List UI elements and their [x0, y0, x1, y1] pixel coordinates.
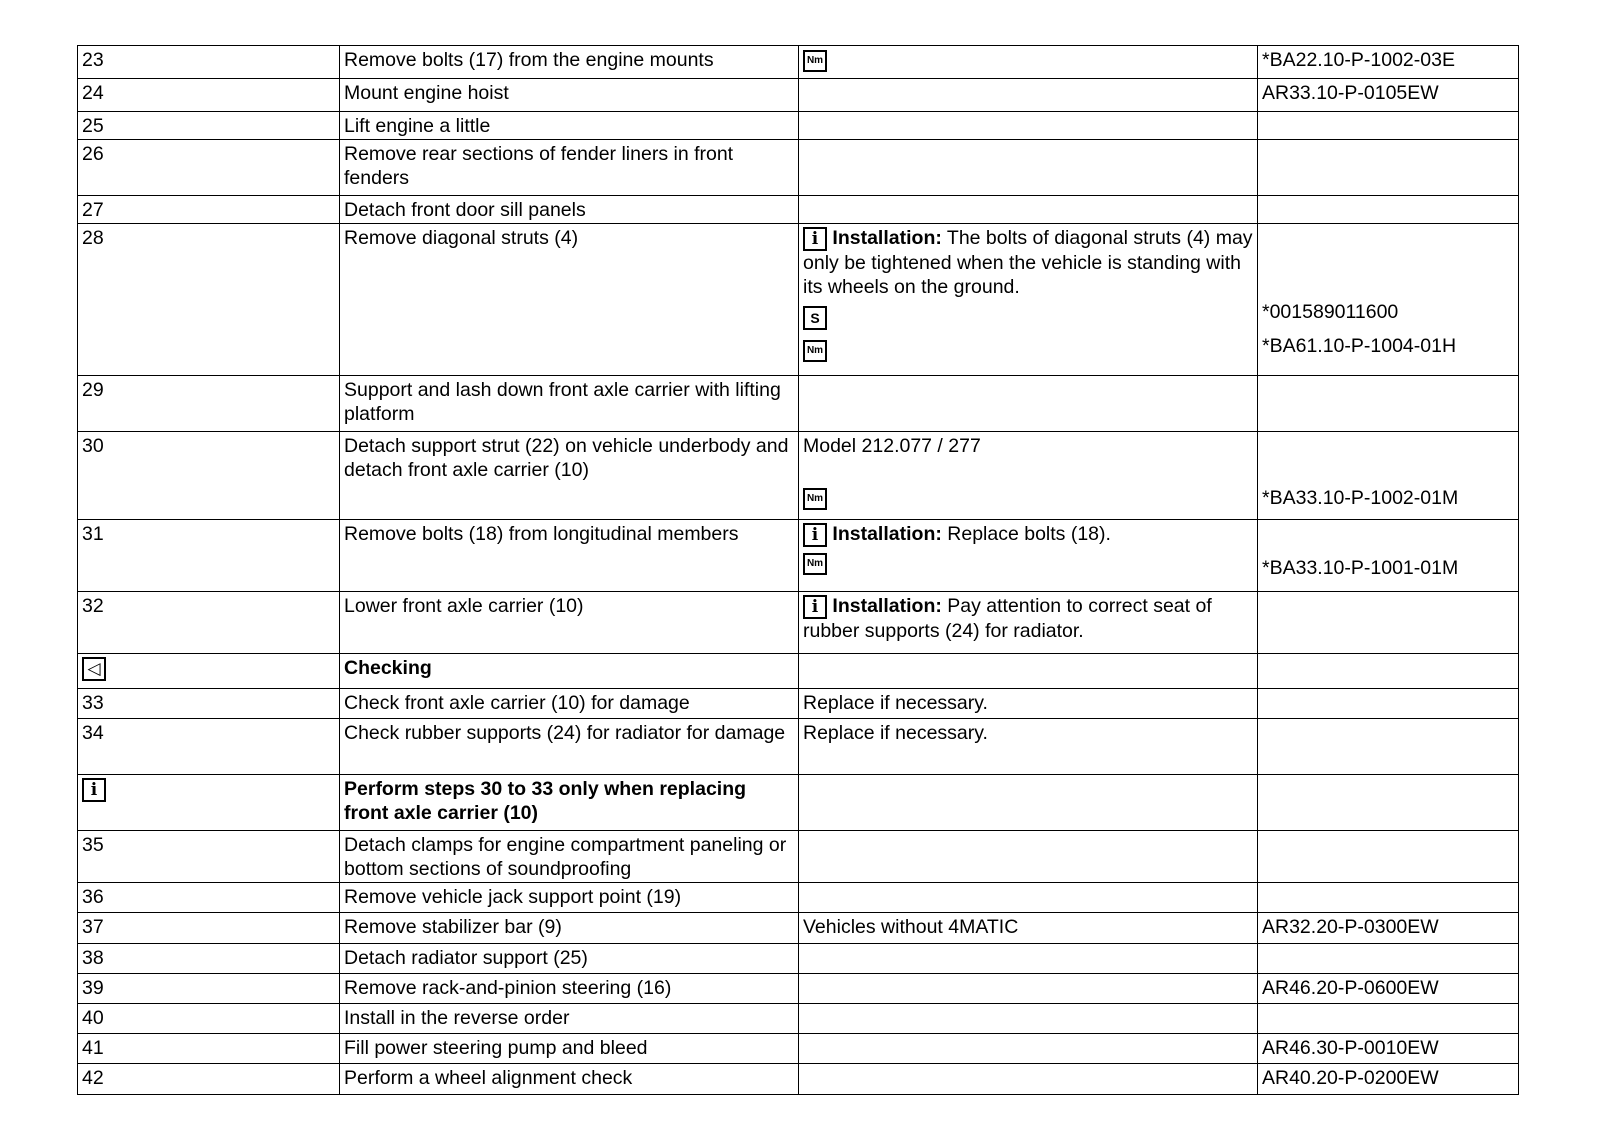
table-row [78, 140, 1519, 196]
table-row [78, 79, 1519, 112]
step-action: Detach clamps for engine compartment paneling or bottom sections of soundproofing [340, 831, 799, 883]
step-note: Replace if necessary. [799, 719, 1258, 775]
step-note [799, 775, 1258, 831]
step-note [799, 944, 1258, 974]
step-ref [1258, 140, 1519, 196]
torque-icon: Nm [803, 488, 827, 510]
step-action: Remove rack-and-pinion steering (16) [340, 974, 799, 1004]
step-note [799, 592, 1258, 654]
table-row [78, 432, 1519, 520]
step-number: 27 [78, 196, 340, 224]
torque-icon: Nm [803, 340, 827, 362]
step-ref [1258, 689, 1519, 719]
step-number: 35 [78, 831, 340, 883]
step-number: 34 [78, 719, 340, 775]
step-action: Detach radiator support (25) [340, 944, 799, 974]
step-number: 40 [78, 1004, 340, 1034]
step-action: Fill power steering pump and bleed [340, 1034, 799, 1064]
step-note [799, 140, 1258, 196]
table-row [78, 376, 1519, 432]
step-ref-link[interactable]: *BA22.10-P-1002-03E [1258, 46, 1519, 79]
table-row [78, 719, 1519, 775]
step-number: 31 [78, 520, 340, 592]
step-note [799, 520, 1258, 592]
step-ref [1258, 883, 1519, 913]
checking-icon: ◁ [82, 657, 106, 681]
step-action: Lift engine a little [340, 112, 799, 140]
step-number: 28 [78, 224, 340, 376]
step-action: Remove diagonal struts (4) [340, 224, 799, 376]
step-ref-link[interactable]: AR46.30-P-0010EW [1258, 1034, 1519, 1064]
step-ref [1258, 654, 1519, 689]
step-action: Remove bolts (18) from longitudinal members [340, 520, 799, 592]
step-number: 29 [78, 376, 340, 432]
step-number [78, 775, 340, 831]
table-row [78, 1064, 1519, 1095]
step-ref-link[interactable]: AR32.20-P-0300EW [1258, 913, 1519, 944]
step-ref [1258, 196, 1519, 224]
step-note [799, 46, 1258, 79]
step-note [799, 376, 1258, 432]
note-text: The bolts of diagonal struts (4) may only be tightened when the vehicle is standing with its wheels on the ground. [803, 227, 1253, 298]
step-note [799, 112, 1258, 140]
step-number: 37 [78, 913, 340, 944]
table-row [78, 654, 1519, 689]
step-ref [1258, 1004, 1519, 1034]
step-action: Remove vehicle jack support point (19) [340, 883, 799, 913]
step-ref [1258, 112, 1519, 140]
step-note [799, 196, 1258, 224]
step-note: Replace if necessary. [799, 689, 1258, 719]
step-note [799, 432, 1258, 520]
info-icon: i [803, 523, 827, 547]
table-row [78, 112, 1519, 140]
torque-icon: Nm [803, 50, 827, 72]
table-row [78, 775, 1519, 831]
torque-ref-link[interactable]: *BA33.10-P-1001-01M [1262, 557, 1459, 579]
info-icon: i [803, 595, 827, 619]
step-ref [1258, 432, 1519, 520]
step-note [799, 831, 1258, 883]
step-action: Install in the reverse order [340, 1004, 799, 1034]
step-number: 23 [78, 46, 340, 79]
installation-note [803, 226, 1253, 299]
table-row [78, 592, 1519, 654]
step-action: Remove rear sections of fender liners in front fenders [340, 140, 799, 196]
info-icon: i [803, 227, 827, 251]
torque-icon: Nm [803, 553, 827, 575]
step-note [799, 79, 1258, 112]
step-note [799, 1004, 1258, 1034]
step-ref [1258, 376, 1519, 432]
step-note [799, 1064, 1258, 1095]
step-note [799, 654, 1258, 689]
step-number: 24 [78, 79, 340, 112]
step-action: Lower front axle carrier (10) [340, 592, 799, 654]
step-ref [1258, 592, 1519, 654]
step-number: 25 [78, 112, 340, 140]
step-action: Remove bolts (17) from the engine mounts [340, 46, 799, 79]
table-row [78, 1034, 1519, 1064]
step-action: Detach front door sill panels [340, 196, 799, 224]
step-ref [1258, 224, 1519, 376]
step-ref-link[interactable]: AR33.10-P-0105EW [1258, 79, 1519, 112]
installation-note [803, 522, 1253, 547]
step-action: Support and lash down front axle carrier with lifting platform [340, 376, 799, 432]
table-row [78, 46, 1519, 79]
step-action: Perform a wheel alignment check [340, 1064, 799, 1095]
step-ref [1258, 944, 1519, 974]
step-action: Remove stabilizer bar (9) [340, 913, 799, 944]
step-note [799, 1034, 1258, 1064]
note-label: Installation: [832, 595, 942, 617]
special-tool-icon: S [803, 306, 827, 330]
note-text: Replace bolts (18). [941, 523, 1111, 545]
table-row [78, 196, 1519, 224]
step-ref [1258, 719, 1519, 775]
step-ref [1258, 831, 1519, 883]
model-note: Model 212.077 / 277 [803, 435, 981, 457]
step-number: 32 [78, 592, 340, 654]
table-row [78, 224, 1519, 376]
step-number: 33 [78, 689, 340, 719]
procedure-table [77, 45, 1519, 1095]
table-row [78, 1004, 1519, 1034]
step-action: Mount engine hoist [340, 79, 799, 112]
step-ref-link[interactable]: AR46.20-P-0600EW [1258, 974, 1519, 1004]
step-action: Detach support strut (22) on vehicle underbody and detach front axle carrier (10) [340, 432, 799, 520]
note-label: Installation: [832, 227, 942, 249]
step-note [799, 974, 1258, 1004]
step-action: Check front axle carrier (10) for damage [340, 689, 799, 719]
tool-ref-link[interactable]: *001589011600 [1262, 301, 1399, 323]
torque-ref-link[interactable]: *BA33.10-P-1002-01M [1262, 487, 1459, 509]
step-number: 39 [78, 974, 340, 1004]
section-heading: Checking [340, 654, 799, 689]
step-action: Check rubber supports (24) for radiator for damage [340, 719, 799, 775]
step-note [799, 883, 1258, 913]
step-number: 42 [78, 1064, 340, 1095]
torque-ref-link[interactable]: *BA61.10-P-1004-01H [1262, 335, 1457, 357]
table-row [78, 689, 1519, 719]
info-icon: i [82, 778, 106, 802]
step-note [799, 224, 1258, 376]
step-ref [1258, 775, 1519, 831]
installation-note [803, 594, 1253, 643]
table-row [78, 944, 1519, 974]
step-number [78, 654, 340, 689]
step-number: 36 [78, 883, 340, 913]
step-note: Vehicles without 4MATIC [799, 913, 1258, 944]
step-number: 30 [78, 432, 340, 520]
table-row [78, 974, 1519, 1004]
table-row [78, 913, 1519, 944]
table-row [78, 831, 1519, 883]
table-row [78, 520, 1519, 592]
note-label: Installation: [832, 523, 942, 545]
note-text: Pay attention to correct seat of rubber supports (24) for radiator. [803, 595, 1212, 642]
step-ref [1258, 520, 1519, 592]
step-number: 38 [78, 944, 340, 974]
step-number: 26 [78, 140, 340, 196]
info-heading: Perform steps 30 to 33 only when replacing front axle carrier (10) [340, 775, 799, 831]
step-number: 41 [78, 1034, 340, 1064]
table-row [78, 883, 1519, 913]
step-ref-link[interactable]: AR40.20-P-0200EW [1258, 1064, 1519, 1095]
